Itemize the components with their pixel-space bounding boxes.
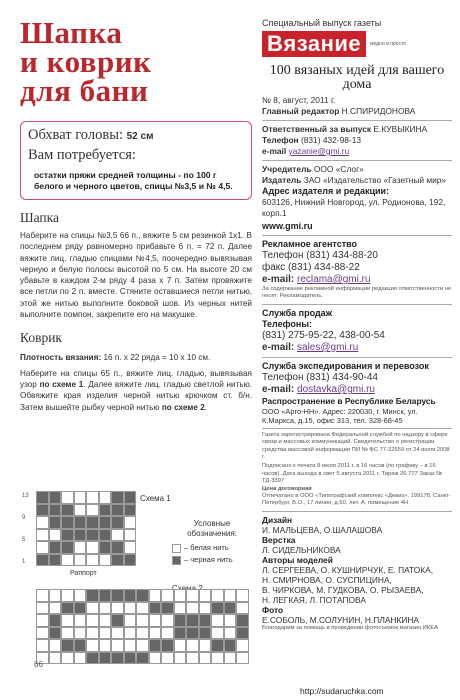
chart-cell xyxy=(174,589,187,602)
registration-text: Газета зарегистрирована Федеральной службой по надзору в сфере связи и массовых коммуникаций. Свидетельство о регистрации средства массовой информации ПИ № ФС 77-32659 от 24 июля 2008 г. xyxy=(262,431,450,461)
phone-value: (831) 432-98-13 xyxy=(300,135,362,145)
chart-cell xyxy=(49,639,62,652)
rapport-label: Раппорт xyxy=(70,570,97,577)
chart-cell xyxy=(86,652,99,665)
chart-cell xyxy=(136,627,149,640)
chart-cell xyxy=(136,614,149,627)
chart-cell xyxy=(36,541,49,554)
chart-cell xyxy=(36,504,49,517)
divider xyxy=(262,160,452,161)
chart-cell xyxy=(36,602,49,615)
chart-cell xyxy=(236,614,249,627)
knitting-charts xyxy=(22,491,262,661)
chart-cell xyxy=(199,652,212,665)
chart-cell xyxy=(236,639,249,652)
rug-text-2: . Далее вяжите лиц. гладью светлой нитью. Обвяжите края изделия черной нитью крючком ст. б/н. Затем вышейте рыбку черной нитью xyxy=(20,379,252,412)
chart-cell xyxy=(136,652,149,665)
sales-email xyxy=(262,342,452,354)
chart-cell xyxy=(74,491,87,504)
legend-title: Условные обозначения: xyxy=(187,519,237,538)
chart-cell xyxy=(224,614,237,627)
rug-section-title: Коврик xyxy=(20,330,62,346)
chart-cell xyxy=(199,589,212,602)
imprint-column xyxy=(262,18,452,632)
sales-email-link[interactable]: sales@gmi.ru xyxy=(297,341,359,353)
legend-white xyxy=(172,543,229,553)
chart-cell xyxy=(61,602,74,615)
chart-cell xyxy=(49,554,62,567)
printed-by: Отпечатано в ООО «Типографский комплекс «Девиз», 199178, Санкт-Петербург, В.О., 17 линия, д.60, лит. А, помещение 4Н xyxy=(262,493,451,507)
chart-cell xyxy=(86,602,99,615)
chart-cell xyxy=(74,602,87,615)
chart-cell xyxy=(186,589,199,602)
chart-cell xyxy=(99,504,112,517)
chart-cell xyxy=(124,652,137,665)
expedition-email-link[interactable]: dostavka@gmi.ru xyxy=(297,383,375,395)
expedition-email xyxy=(262,384,452,396)
chart-cell xyxy=(186,652,199,665)
ad-email-link[interactable]: reclama@gmi.ru xyxy=(297,274,371,285)
divider xyxy=(262,511,452,512)
expedition-phone: Телефон (831) 434-90-44 xyxy=(262,371,378,383)
phone xyxy=(262,135,452,146)
photo-title: Фото xyxy=(262,604,284,615)
density xyxy=(20,352,252,363)
chart-cell xyxy=(36,639,49,652)
title-line-1: Шапка xyxy=(20,15,123,50)
chart-cell xyxy=(61,589,74,602)
head-size-label: Обхват головы: xyxy=(28,127,123,143)
chart-cell xyxy=(136,639,149,652)
rug-scheme-2-ref: по схеме 2 xyxy=(161,402,205,412)
chart-cell xyxy=(61,491,74,504)
legend-white-label: – белая нить xyxy=(184,543,229,552)
chart-cell xyxy=(136,602,149,615)
chart-cell xyxy=(224,602,237,615)
chart-cell xyxy=(236,627,249,640)
chart-cell xyxy=(149,614,162,627)
chart-cell xyxy=(186,627,199,640)
email xyxy=(262,146,452,157)
head-size xyxy=(28,127,244,145)
chart-cell xyxy=(124,554,137,567)
article-column xyxy=(20,15,252,413)
chart-cell xyxy=(174,652,187,665)
chart-cell xyxy=(74,516,87,529)
chart-cell xyxy=(111,602,124,615)
rug-text-1: Наберите на спицы 65 п., вяжите лиц. гладью, вывязывая узор xyxy=(20,368,252,389)
article-title xyxy=(20,15,252,108)
divider xyxy=(262,235,452,236)
chart-cell xyxy=(49,491,62,504)
row-number-1: 1 xyxy=(22,559,26,565)
magazine-logo xyxy=(262,31,452,57)
chart-cell xyxy=(149,639,162,652)
chart-cell xyxy=(99,529,112,542)
chart-cell xyxy=(49,602,62,615)
chart-cell xyxy=(161,614,174,627)
chart-cell xyxy=(211,652,224,665)
responsible-value: Е.КУВЫКИНА xyxy=(373,124,428,134)
chart-cell xyxy=(74,554,87,567)
founder-value: ООО «Слог» xyxy=(313,164,364,174)
chart-cell xyxy=(61,541,74,554)
chart-cell xyxy=(149,589,162,602)
phone-label: Телефон xyxy=(262,135,299,145)
chart-cell xyxy=(74,589,87,602)
responsible-label: Ответственный за выпуск xyxy=(262,124,372,134)
chart-cell xyxy=(124,627,137,640)
chart-cell xyxy=(61,652,74,665)
density-value: 16 п. х 22 ряда = 10 х 10 см. xyxy=(103,353,211,363)
chart-cell xyxy=(174,602,187,615)
source-url: http://sudaruchka.com xyxy=(300,686,384,696)
chart-cell xyxy=(49,504,62,517)
belarus-title: Распространение в Республике Беларусь xyxy=(262,395,436,406)
chief-editor-label: Главный редактор xyxy=(262,106,340,116)
title-line-2: и коврик xyxy=(20,44,152,79)
chief-editor xyxy=(262,106,452,117)
expedition-email-label: e-mail: xyxy=(262,383,295,395)
chart-cell xyxy=(36,491,49,504)
chart-cell xyxy=(86,589,99,602)
chart-cell xyxy=(161,589,174,602)
legend-black-label: – черная нить xyxy=(184,555,233,564)
chart-cell xyxy=(61,554,74,567)
chart-cell xyxy=(211,589,224,602)
chart-cell xyxy=(186,639,199,652)
chart-cell xyxy=(149,602,162,615)
email-label: e-mail xyxy=(262,146,287,156)
page-number: 66 xyxy=(34,660,43,669)
chart-cell xyxy=(236,589,249,602)
ad-disclaimer: За содержание рекламной информации редакция ответственности не несет. Рекламодатель. xyxy=(262,286,452,300)
chart-cell xyxy=(224,639,237,652)
chart-cell xyxy=(49,652,62,665)
chart-cell xyxy=(86,529,99,542)
layout-value: Л. СИДЕЛЬНИКОВА xyxy=(262,544,341,555)
title-line-3: для бани xyxy=(20,73,149,108)
publisher-value: ЗАО «Издательство «Газетный мир» xyxy=(303,175,447,185)
chart-cell xyxy=(36,529,49,542)
chart-cell xyxy=(124,541,137,554)
chart-cell xyxy=(86,614,99,627)
authors-line: Л. СЕРГЕЕВА, О. КУШНИРЧУК, Е. ПАТОКА, xyxy=(262,564,434,575)
chart-cell xyxy=(111,491,124,504)
chart-cell xyxy=(61,529,74,542)
chart-cell xyxy=(86,554,99,567)
layout-title: Верстка xyxy=(262,534,296,545)
scheme-1-label: Схема 1 xyxy=(140,494,171,503)
logo-text: Вязание xyxy=(262,31,366,57)
chart-cell xyxy=(36,589,49,602)
chart-cell xyxy=(74,541,87,554)
chart-cell xyxy=(49,614,62,627)
chart-cell xyxy=(99,639,112,652)
chart-cell xyxy=(36,554,49,567)
belarus-text: ООО «Арго-НН». Адрес: 220030, г. Минск, ул. К.Маркса, д.15, офис 313, тел. 328-68-45 xyxy=(262,406,418,425)
publisher xyxy=(262,175,452,186)
chart-cell xyxy=(111,627,124,640)
chart-cell xyxy=(99,602,112,615)
chart-cell xyxy=(36,627,49,640)
chart-cell xyxy=(124,602,137,615)
chart-cell xyxy=(49,529,62,542)
rug-instructions xyxy=(20,368,252,413)
chart-cell xyxy=(49,589,62,602)
chart-cell xyxy=(99,491,112,504)
email-link[interactable]: yazanie@gmi.ru xyxy=(288,146,350,156)
chart-cell xyxy=(124,529,137,542)
chart-cell xyxy=(174,639,187,652)
chart-cell xyxy=(61,516,74,529)
ad-email-label: e-mail: xyxy=(262,274,295,285)
address-label: Адрес издателя и редакции: xyxy=(262,186,390,196)
issue-number: № 8, август, 2011 г. xyxy=(262,95,336,105)
chart-cell xyxy=(111,652,124,665)
chart-cell xyxy=(186,614,199,627)
chart-cell xyxy=(111,639,124,652)
chart-cell xyxy=(149,652,162,665)
chart-cell xyxy=(124,589,137,602)
sales-email-label: e-mail: xyxy=(262,341,295,353)
chart-cell xyxy=(49,516,62,529)
hat-instructions: Наберите на спицы №3,5 66 п., вяжите 5 см резинкой 1х1. В последнем ряду равномерно прибавьте 6 п. = 72 п. Далее вяжите лиц. гладью спицами №4,5, поочередно вывязывая черную и белую полосы высотой по 5 см. На высоте 20 см убавьте в каждом 2-м ряду 4 раза х 7 п. Затем провяжите все петли по 2 п. вместе. Стяните оставшиеся петли нитью, этой же нитью выполните боковой шов. Из черных нитей выполните помпон, закрепите его на макушке. xyxy=(20,231,252,320)
chart-cell xyxy=(199,614,212,627)
materials-box xyxy=(20,121,252,200)
chart-cell xyxy=(211,614,224,627)
chart-cell xyxy=(211,639,224,652)
thanks-note: Благодарим за помощь в проведении фотосъемок магазин ИКЕА xyxy=(262,624,438,631)
chart-cell xyxy=(99,652,112,665)
chart-cell xyxy=(149,627,162,640)
expedition-title: Служба экспедирования и перевозок xyxy=(262,360,429,371)
row-number-5: 5 xyxy=(22,537,26,543)
chart-cell xyxy=(61,639,74,652)
chart-cell xyxy=(199,627,212,640)
chart-cell xyxy=(224,652,237,665)
chart-cell xyxy=(161,652,174,665)
chart-cell xyxy=(224,627,237,640)
issue-headline: 100 вязаных идей для вашего дома xyxy=(269,63,445,92)
ad-agency-title: Рекламное агентство xyxy=(262,239,358,249)
chart-cell xyxy=(36,614,49,627)
chart-cell xyxy=(86,504,99,517)
chart-cell xyxy=(124,516,137,529)
authors-line: Н. СМИРНОВА, О. СУСПИЦИНА, xyxy=(262,574,392,585)
legend-black xyxy=(172,555,233,565)
chart-cell xyxy=(74,627,87,640)
chart-cell xyxy=(74,504,87,517)
chart-cell xyxy=(99,541,112,554)
chart-cell xyxy=(86,627,99,640)
chart-cell xyxy=(211,627,224,640)
chart-cell xyxy=(61,627,74,640)
chart-cell xyxy=(99,516,112,529)
founder-label: Учредитель xyxy=(262,164,312,174)
ad-phone: Телефон (831) 434-88-20 xyxy=(262,250,378,261)
special-issue-label: Специальный выпуск газеты xyxy=(262,18,382,28)
chart-cell xyxy=(99,589,112,602)
chart-cell xyxy=(111,516,124,529)
divider xyxy=(262,120,452,121)
chart-cell xyxy=(49,627,62,640)
chart-cell xyxy=(111,614,124,627)
chart-cell xyxy=(86,491,99,504)
chart-cell xyxy=(124,504,137,517)
rug-text-3: . xyxy=(204,402,208,412)
chart-cell xyxy=(74,529,87,542)
chart-cell xyxy=(161,602,174,615)
density-label: Плотность вязания: xyxy=(20,353,102,363)
sales-phones-label: Телефоны: xyxy=(262,318,313,329)
chart-cell xyxy=(74,652,87,665)
materials-heading: Вам потребуется: xyxy=(28,147,136,163)
legend-white-swatch xyxy=(172,544,181,553)
chart-cell xyxy=(174,627,187,640)
chart-cell xyxy=(161,627,174,640)
website[interactable]: www.gmi.ru xyxy=(262,221,313,231)
chart-cell xyxy=(86,541,99,554)
chart-cell xyxy=(99,614,112,627)
chart-cell xyxy=(36,516,49,529)
chart-cell xyxy=(49,541,62,554)
chart-cell xyxy=(236,602,249,615)
divider xyxy=(262,357,452,358)
rug-scheme-1-ref: по схеме 1 xyxy=(39,379,84,389)
price-label: Цена договорная xyxy=(262,485,312,492)
chart-cell xyxy=(124,639,137,652)
chart-cell xyxy=(186,602,199,615)
design-value: И. МАЛЬЦЕВА, О.ШАЛАШОВА xyxy=(262,524,383,535)
chart-cell xyxy=(224,589,237,602)
chart-cell xyxy=(111,529,124,542)
head-size-value: 52 см xyxy=(126,131,154,142)
authors-line: Н. ЛЕГКАЯ, Л. ПОТАПОВА xyxy=(262,594,366,605)
materials-text: остатки пряжи средней толщины - по 100 г белого и черного цветов, спицы №3,5 и № 4,5. xyxy=(34,170,233,191)
authors-line: В. ЧИРКОВА, М. ГУДКОВА, О. РЫЗАЕВА, xyxy=(262,584,424,595)
chart-cell xyxy=(86,516,99,529)
sales-phones: (831) 275-95-22, 438-00-54 xyxy=(262,329,385,341)
sales-title: Служба продаж xyxy=(262,307,333,318)
legend-black-swatch xyxy=(172,556,181,565)
chart-cell xyxy=(61,614,74,627)
chart-cell xyxy=(74,614,87,627)
design-title: Дизайн xyxy=(262,514,293,525)
chart-cell xyxy=(199,602,212,615)
chart-cell xyxy=(174,614,187,627)
photo-value: Е.СОБОЛЬ, М.СОЛУНИН, Н.ПЛАНКИНА xyxy=(262,614,419,625)
ad-fax: факс (831) 434-88-22 xyxy=(262,262,360,273)
chart-cell xyxy=(111,504,124,517)
row-number-13: 13 xyxy=(22,493,29,499)
chart-cell xyxy=(99,554,112,567)
chart-cell xyxy=(136,589,149,602)
ad-email xyxy=(262,274,452,286)
founder xyxy=(262,164,452,175)
chart-cell xyxy=(111,589,124,602)
logo-subtitle: модно и просто xyxy=(370,41,407,47)
authors-title: Авторы моделей xyxy=(262,554,333,565)
chart-cell xyxy=(161,639,174,652)
chart-cell xyxy=(236,652,249,665)
divider xyxy=(262,304,452,305)
chart-cell xyxy=(99,627,112,640)
chart-cell xyxy=(61,504,74,517)
chart-cell xyxy=(111,554,124,567)
address-value: 603126, Нижний Новгород, ул. Родионова, 192, корп.1 xyxy=(262,197,446,218)
chart-cell xyxy=(124,491,137,504)
row-number-9: 9 xyxy=(22,515,26,521)
chart-cell xyxy=(211,602,224,615)
publisher-label: Издатель xyxy=(262,175,302,185)
chart-cell xyxy=(111,541,124,554)
print-info: Подписано к печати 8 июля 2011 г. в 16 часов (по графику – в 16 часов). Дата выхода в свет 5 августа 2011 г. Тираж 26 777 Заказ № ТД-3397 xyxy=(262,463,443,485)
responsible xyxy=(262,124,452,135)
chart-cell xyxy=(199,639,212,652)
chart-cell xyxy=(74,639,87,652)
divider xyxy=(262,428,452,429)
chart-cell xyxy=(86,639,99,652)
chart-cell xyxy=(124,614,137,627)
hat-section-title: Шапка xyxy=(20,210,60,225)
chief-editor-value: Н.СПИРИДОНОВА xyxy=(341,106,416,116)
